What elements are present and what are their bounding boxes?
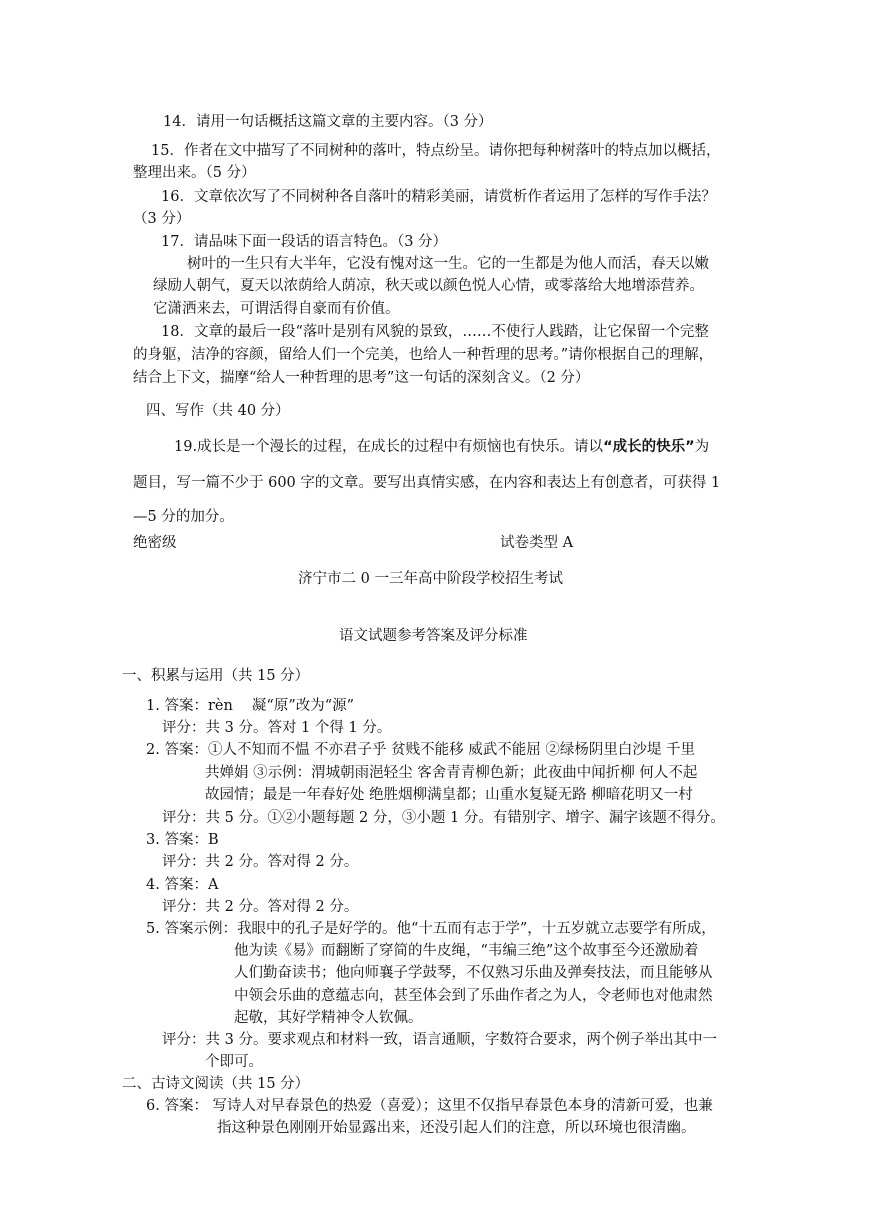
question-15-line-2: 整理出来。（5 分） bbox=[133, 165, 256, 181]
question-17: 17．请品味下面一段话的语言特色。（3 分） bbox=[161, 234, 448, 250]
question-16-line-1: 16．文章依次写了不同树种各自落叶的精彩美丽，请赏析作者运用了怎样的写作手法？ bbox=[161, 189, 716, 205]
answer-4-score: 评分：共 2 分。答对得 2 分。 bbox=[162, 899, 359, 915]
answer-2-line-3: 故园情；最是一年春好处 绝胜烟柳满皇都；山重水复疑无路 柳暗花明又一村 bbox=[205, 787, 693, 803]
answer-5-line-4: 中领会乐曲的意蕴志向，甚至体会到了乐曲作者之为人，令老师也对他肃然 bbox=[234, 988, 713, 1004]
question-18-line-3: 结合上下文，揣摩“给人一种哲理的思考”这一句话的深刻含义。（2 分） bbox=[133, 370, 590, 386]
section-2-heading: 二、古诗文阅读（共 15 分） bbox=[122, 1076, 310, 1092]
answer-5-score-line-2: 个即可。 bbox=[205, 1054, 263, 1070]
section-1-heading: 一、积累与运用（共 15 分） bbox=[122, 668, 310, 684]
answer-1: 1. 答案：rèn 凝“原”改为“源” bbox=[146, 698, 355, 714]
question-19-text-end: 为 bbox=[694, 439, 710, 455]
answer-6-line-1: 6. 答案： 写诗人对早春景色的热爱（喜爱）；这里不仅指早春景色本身的清新可爱，也兼 bbox=[146, 1098, 713, 1114]
question-15-line-1: 15．作者在文中描写了不同树种的落叶，特点纷呈。请你把每种树落叶的特点加以概括， bbox=[151, 143, 721, 159]
answer-2-score: 评分：共 5 分。①②小题每题 2 分，③小题 1 分。有错别字、增字、漏字该题不得分。 bbox=[162, 810, 725, 826]
question-19-text: 19.成长是一个漫长的过程，在成长的过程中有烦恼也有快乐。请以 bbox=[174, 439, 604, 455]
answer-2-line-2: 共婵娟 ③示例：渭城朝雨浥轻尘 客舍青青柳色新；此夜曲中闻折柳 何人不起 bbox=[205, 765, 698, 781]
answer-6-line-2: 指这种景色刚刚开始显露出来，还没引起人们的注意，所以环境也很清幽。 bbox=[217, 1120, 696, 1136]
answer-5-score-line-1: 评分：共 3 分。要求观点和材料一致，语言通顺，字数符合要求，两个例子举出其中一 bbox=[162, 1032, 717, 1048]
question-19-line-1 bbox=[174, 437, 709, 457]
writing-heading: 四、写作（共 40 分） bbox=[146, 403, 290, 419]
question-17-passage-line-2: 绿励人朝气，夏天以浓荫给人荫凉，秋天或以颜色悦人心情，或零落给大地增添营养。 bbox=[153, 278, 704, 294]
essay-title: “成长的快乐” bbox=[603, 439, 695, 455]
question-17-passage-line-1: 树叶的一生只有大半年，它没有愧对这一生。它的一生都是为他人而活，春天以嫩 bbox=[187, 256, 709, 272]
answer-5-line-1: 5. 答案示例：我眼中的孔子是好学的。他“十五而有志于学”，十五岁就立志要学有所成， bbox=[146, 921, 716, 937]
answer-2-line-1: 2. 答案：①人不知而不愠 不亦君子乎 贫贱不能移 威武不能屈 ②绿杨阴里白沙堤 千里 bbox=[146, 742, 695, 758]
answer-key-title: 语文试题参考答案及评分标准 bbox=[339, 628, 528, 644]
answer-3-score: 评分：共 2 分。答对得 2 分。 bbox=[162, 854, 359, 870]
question-17-passage-line-3: 它潇洒来去，可谓活得自豪而有价值。 bbox=[153, 301, 400, 317]
question-18-line-2: 的身躯，洁净的容颜，留给人们一个完美，也给人一种哲理的思考。”请你根据自己的理解， bbox=[133, 347, 714, 363]
question-16-line-2: （3 分） bbox=[133, 211, 191, 227]
answer-4: 4. 答案：A bbox=[146, 877, 219, 893]
answer-5-line-3: 人们勤奋读书；他向师襄子学鼓琴，不仅熟习乐曲及弹奏技法，而且能够从 bbox=[234, 965, 713, 981]
answer-5-line-2: 他为读《易》而翻断了穿简的牛皮绳，“韦编三绝”这个故事至今还激励着 bbox=[234, 943, 699, 959]
question-19-line-3: —5 分的加分。 bbox=[133, 509, 234, 525]
answer-1-score: 评分：共 3 分。答对 1 个得 1 分。 bbox=[162, 720, 392, 736]
question-19-line-2: 题目，写一篇不少于 600 字的文章。要写出真情实感，在内容和表达上有创意者，可获得 1 bbox=[133, 475, 721, 491]
question-18-line-1: 18．文章的最后一段“落叶是别有风貌的景致，……不使行人践踏，让它保留一个完整 bbox=[161, 324, 709, 340]
secret-label: 绝密级 bbox=[133, 535, 177, 551]
answer-3: 3. 答案：B bbox=[146, 832, 219, 848]
answer-5-line-5: 起敬，其好学精神令人钦佩。 bbox=[234, 1010, 423, 1026]
question-14: 14．请用一句话概括这篇文章的主要内容。（3 分） bbox=[163, 114, 493, 130]
paper-type: 试卷类型 A bbox=[500, 535, 574, 551]
exam-title: 济宁市二 0 一三年高中阶段学校招生考试 bbox=[298, 571, 563, 587]
